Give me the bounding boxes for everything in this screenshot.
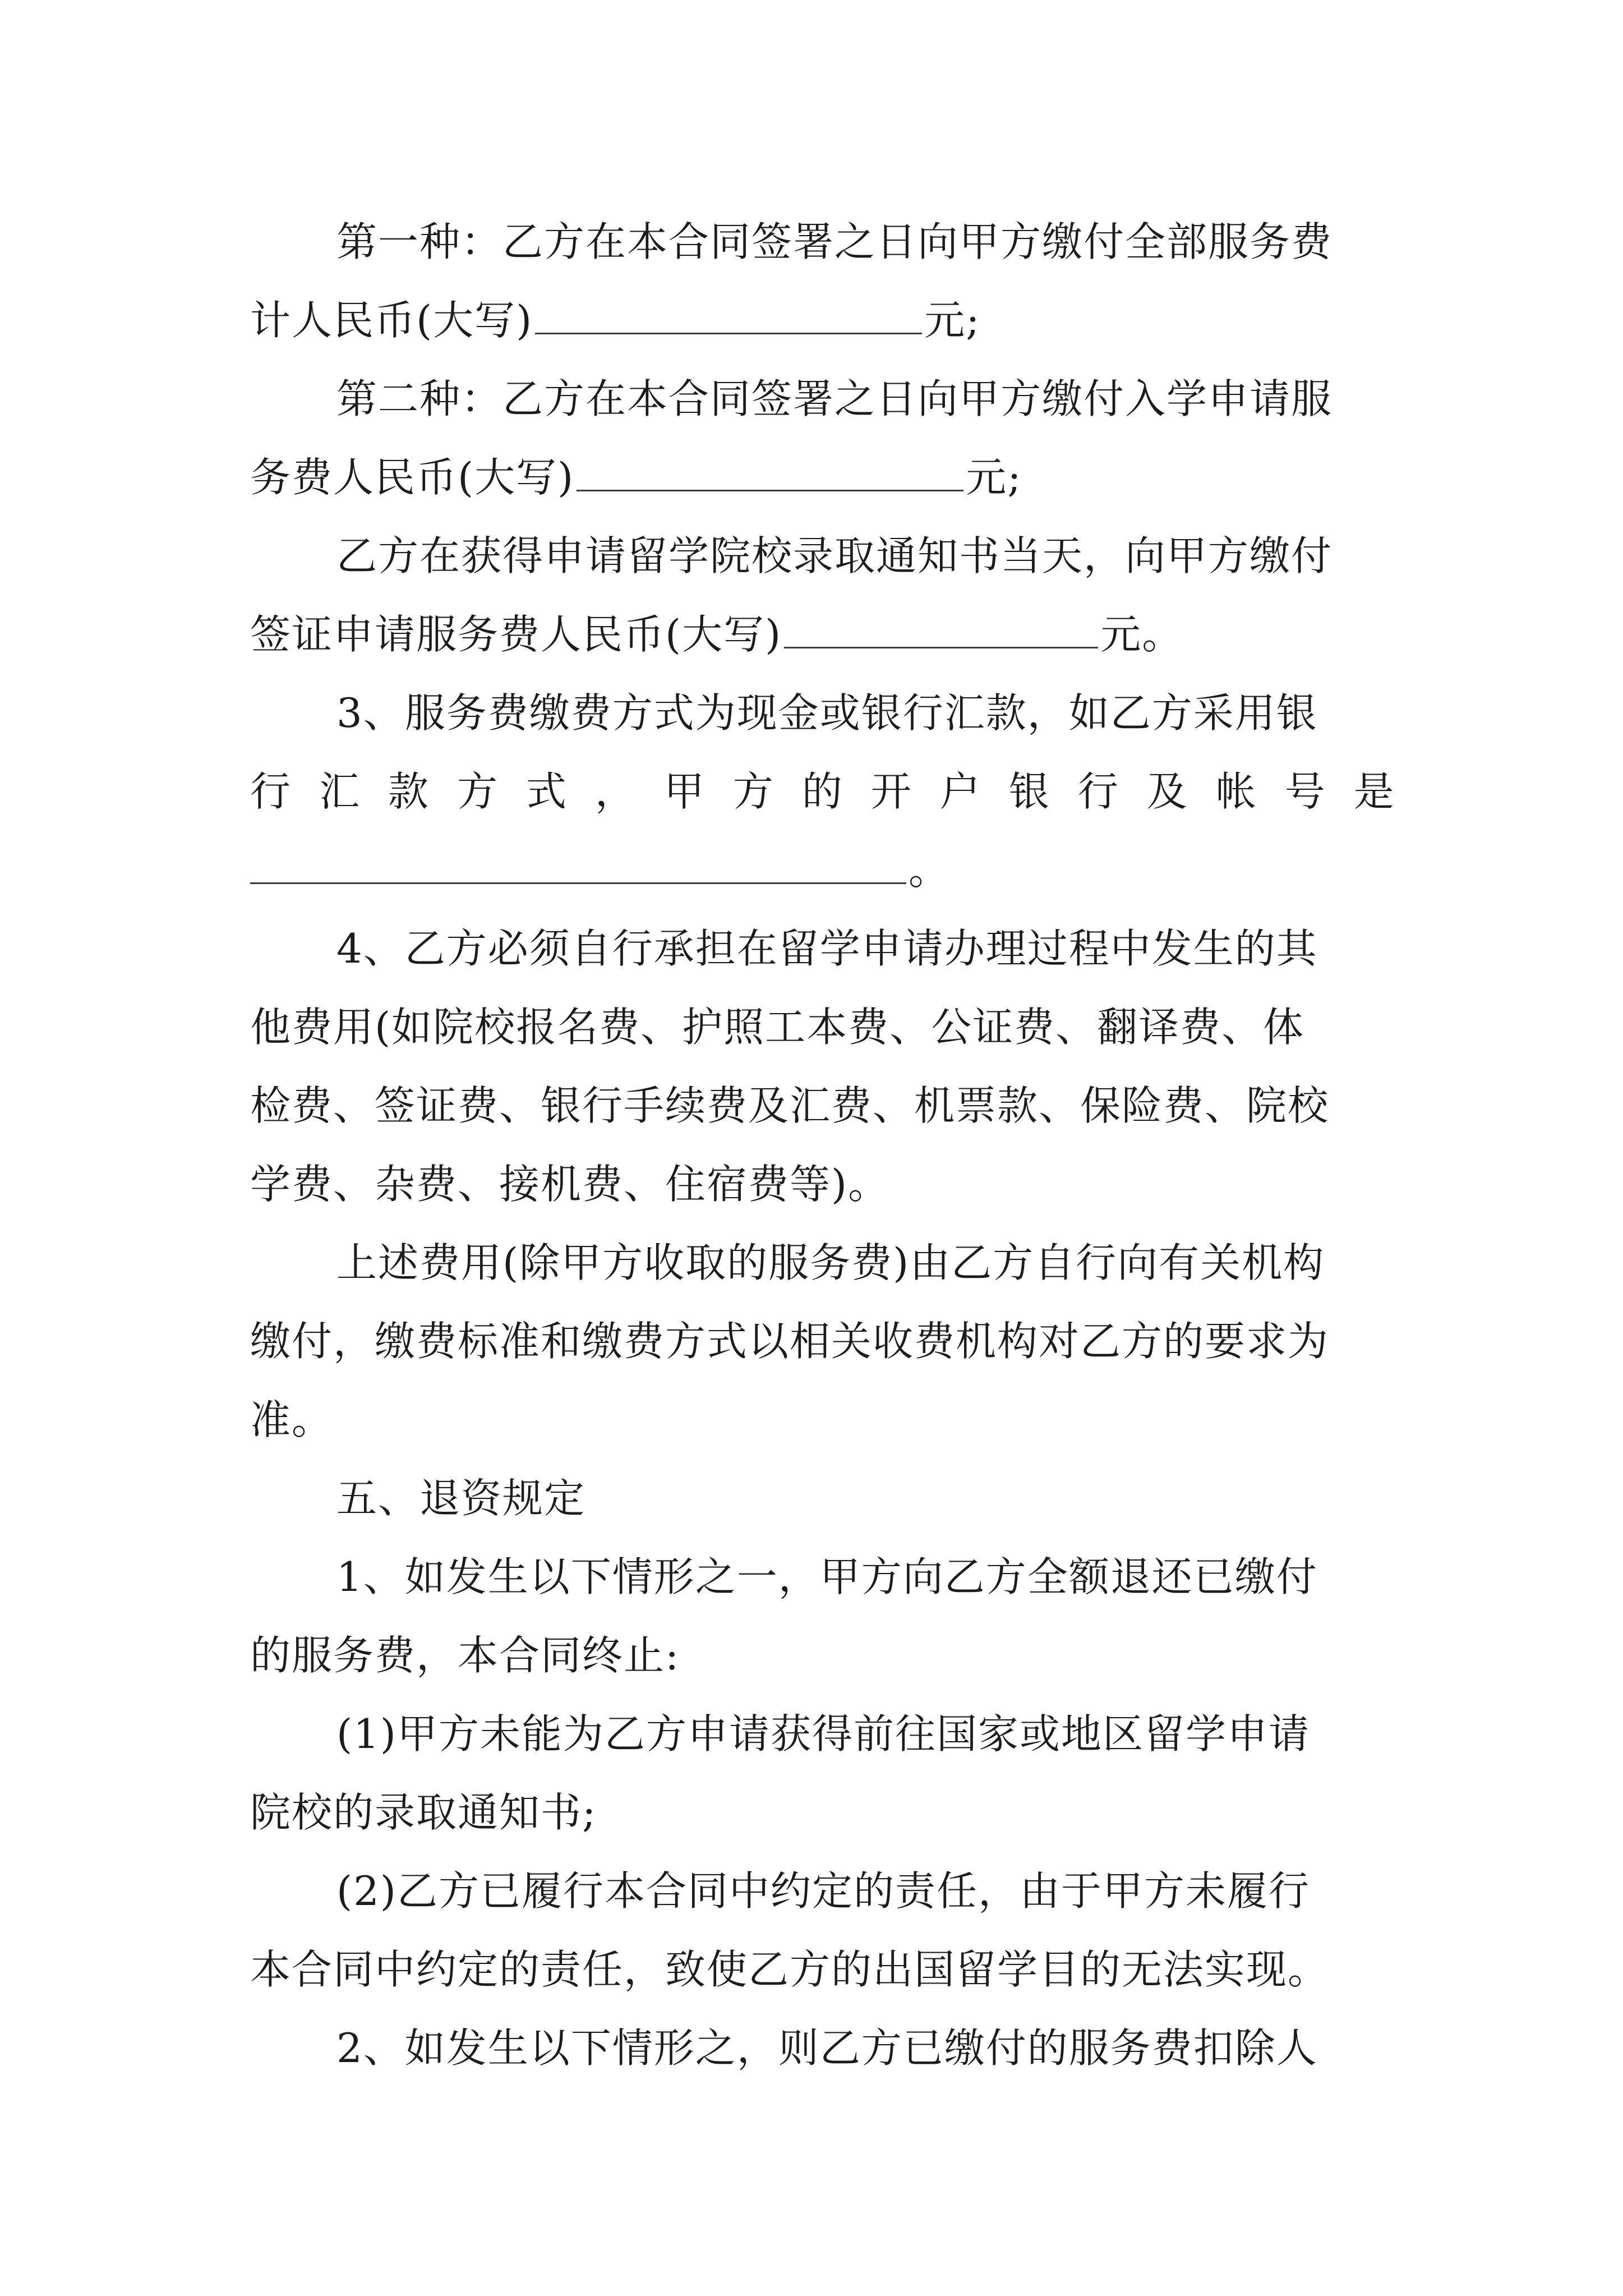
paragraph-line <box>250 1310 1394 1372</box>
paragraph-line <box>336 211 1394 273</box>
line-text: 元; <box>924 297 981 344</box>
paragraph-line <box>250 1075 1394 1137</box>
line-char: 帐 <box>1215 768 1256 815</box>
fill-in-blank <box>535 291 922 334</box>
line-char: ， <box>594 768 635 815</box>
line-char: 汇 <box>319 768 359 815</box>
line-text: 缴付，缴费标准和缴费方式以相关收费机构对乙方的要求为 <box>250 1318 1330 1365</box>
line-text: 2、如发生以下情形之，则乙方已缴付的服务费扣除人 <box>336 2024 1318 2072</box>
line-char: 号 <box>1284 768 1325 815</box>
line-text: 计人民币(大写) <box>250 297 533 344</box>
paragraph-line <box>250 996 1394 1058</box>
line-text: 上述费用(除甲方收取的服务费)由乙方自行向有关机构 <box>336 1239 1325 1286</box>
line-char: 方 <box>732 768 773 815</box>
paragraph-line <box>250 1153 1394 1215</box>
paragraph-line <box>336 525 1394 587</box>
line-text: 。 <box>909 846 951 894</box>
line-text: 元。 <box>1100 611 1184 658</box>
paragraph-line <box>336 918 1394 979</box>
line-text: 元; <box>966 454 1022 501</box>
line-text: 第二种：乙方在本合同签署之日向甲方缴付入学申请服 <box>336 375 1333 422</box>
line-char: 款 <box>388 768 428 815</box>
paragraph-line <box>336 1232 1394 1294</box>
line-text: 的服务费，本合同终止: <box>250 1632 680 1679</box>
paragraph-line-justified <box>250 761 1394 822</box>
line-char: 行 <box>250 768 291 815</box>
paragraph-line <box>250 447 1394 508</box>
paragraph-line <box>250 289 1394 351</box>
section-heading <box>336 1467 1394 1529</box>
fill-in-blank <box>577 448 963 491</box>
line-text: 准。 <box>250 1396 334 1443</box>
line-char: 银 <box>1008 768 1049 815</box>
paragraph-line <box>336 682 1394 744</box>
line-text: 他费用(如院校报名费、护照工本费、公证费、翻译费、体 <box>250 1004 1305 1051</box>
line-text: (1)甲方未能为乙方申请获得前往国家或地区留学申请 <box>336 1710 1310 1757</box>
line-char: 及 <box>1146 768 1187 815</box>
paragraph-line <box>250 1939 1394 2000</box>
line-text: 第一种：乙方在本合同签署之日向甲方缴付全部服务费 <box>336 218 1333 265</box>
line-text: 1、如发生以下情形之一，甲方向乙方全额退还已缴付 <box>336 1553 1318 1600</box>
line-text: 本合同中约定的责任，致使乙方的出国留学目的无法实现。 <box>250 1946 1330 1993</box>
line-char: 是 <box>1353 768 1394 815</box>
paragraph-line <box>336 1860 1394 1922</box>
paragraph-line <box>250 1782 1394 1843</box>
line-text: 签证申请服务费人民币(大写) <box>250 611 782 658</box>
line-text: 4、乙方必须自行承担在留学申请办理过程中发生的其 <box>336 925 1318 972</box>
line-text: 院校的录取通知书; <box>250 1789 597 1836</box>
line-char: 行 <box>1077 768 1118 815</box>
line-char: 甲 <box>663 768 704 815</box>
line-text: 3、服务费缴费方式为现金或银行汇款，如乙方采用银 <box>336 689 1318 737</box>
line-char: 开 <box>870 768 911 815</box>
fill-in-blank <box>784 605 1098 648</box>
paragraph-line <box>336 368 1394 430</box>
paragraph-line <box>336 1703 1394 1765</box>
paragraph-line <box>250 604 1394 665</box>
line-text: (2)乙方已履行本合同中约定的责任，由于甲方未履行 <box>336 1867 1310 1915</box>
paragraph-line <box>250 839 1394 901</box>
paragraph-line <box>336 1546 1394 1608</box>
line-char: 户 <box>939 768 980 815</box>
line-text: 乙方在获得申请留学院校录取通知书当天，向甲方缴付 <box>336 532 1333 579</box>
line-text: 务费人民币(大写) <box>250 454 575 501</box>
paragraph-line <box>250 1625 1394 1686</box>
line-char: 式 <box>525 768 566 815</box>
paragraph-line <box>336 2017 1394 2079</box>
line-text: 学费、杂费、接机费、住宿费等)。 <box>250 1161 890 1208</box>
line-char: 的 <box>801 768 842 815</box>
line-text: 五、退资规定 <box>336 1475 586 1522</box>
line-text: 检费、签证费、银行手续费及汇费、机票款、保险费、院校 <box>250 1082 1330 1129</box>
paragraph-line <box>250 1389 1394 1451</box>
fill-in-blank <box>250 841 906 884</box>
line-char: 方 <box>457 768 497 815</box>
